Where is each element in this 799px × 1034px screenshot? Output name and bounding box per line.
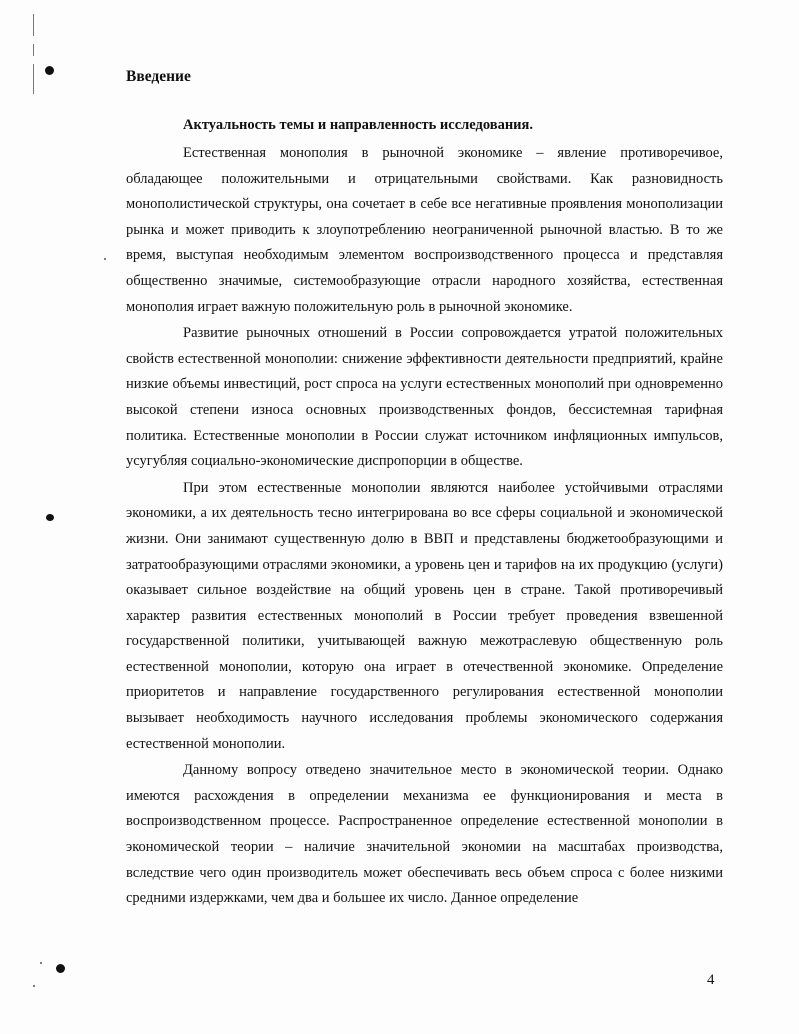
scan-speck [40, 962, 42, 964]
paragraph: Данному вопросу отведено значительное место в экономической теории. Однако имеются расхождения в определении механизма ее функционирования и места в воспроизводственном процессе. Распространенное определение естественной монополии в экономической теории – наличие значительной экономии на масштабах производства, вследствие чего один производитель может обеспечивать весь объем спроса с более низкими средними издержками, чем два и большее их число. Данное определение [126, 762, 723, 907]
paragraph: При этом естественные монополии являются наиболее устойчивыми отраслями экономики, а их деятельность тесно интегрирована во все сферы социальной и экономической жизни. Они занимают существенную долю в ВВП и представлены бюджетообразующими и затратообразующими отраслями экономики, а уровень цен и тарифов на их продукцию (услуги) оказывает сильное воздействие на общий уровень цен в стране. Такой противоречивый характер развития естественных монополий в России требует проведения взвешенной государственной политики, учитывающей важную межотраслевую общественную роль естественной монополии, которую она играет в отечественной экономике. Определение приоритетов и направление государственного регулирования естественной монополии вызывает необходимость научного исследования проблемы экономического содержания естественной монополии. [126, 479, 723, 752]
scan-speck [33, 985, 35, 987]
scan-punch-hole [45, 66, 54, 75]
section-subheading: Актуальность темы и направленность исследования. [183, 117, 534, 133]
scan-speck [104, 258, 106, 260]
scan-punch-hole [56, 964, 65, 973]
scan-punch-hole [46, 514, 54, 521]
scan-margin-line [33, 64, 34, 94]
paragraph: Развитие рыночных отношений в России сопровождается утратой положительных свойств естественной монополии: снижение эффективности деятельности предприятий, крайне низкие объемы инвестиций, рост спроса на услуги естественных монополий при одновременно высокой степени износа основных производственных фондов, бессистемная тарифная политика. Естественные монополии в России служат источником инфляционных импульсов, усугубляя социально-экономические диспропорции в обществе. [126, 325, 723, 470]
body-text [126, 141, 723, 913]
paragraph: Естественная монополия в рыночной экономике – явление противоречивое, обладающее положительными и отрицательными свойствами. Как разновидность монополистической структуры, она сочетает в себе все негативные проявления монополизации рынка и может приводить к злоупотреблению неограниченной рыночной властью. В то же время, выступая необходимым элементом воспроизводственного процесса и представляя общественно значимые, системообразующие отрасли народного хозяйства, естественная монополия играет важную положительную роль в рыночной экономике. [126, 145, 723, 315]
page-number: 4 [707, 972, 715, 988]
scan-margin-line [33, 14, 34, 36]
scan-margin-line [33, 44, 34, 56]
page-title: Введение [126, 68, 191, 85]
